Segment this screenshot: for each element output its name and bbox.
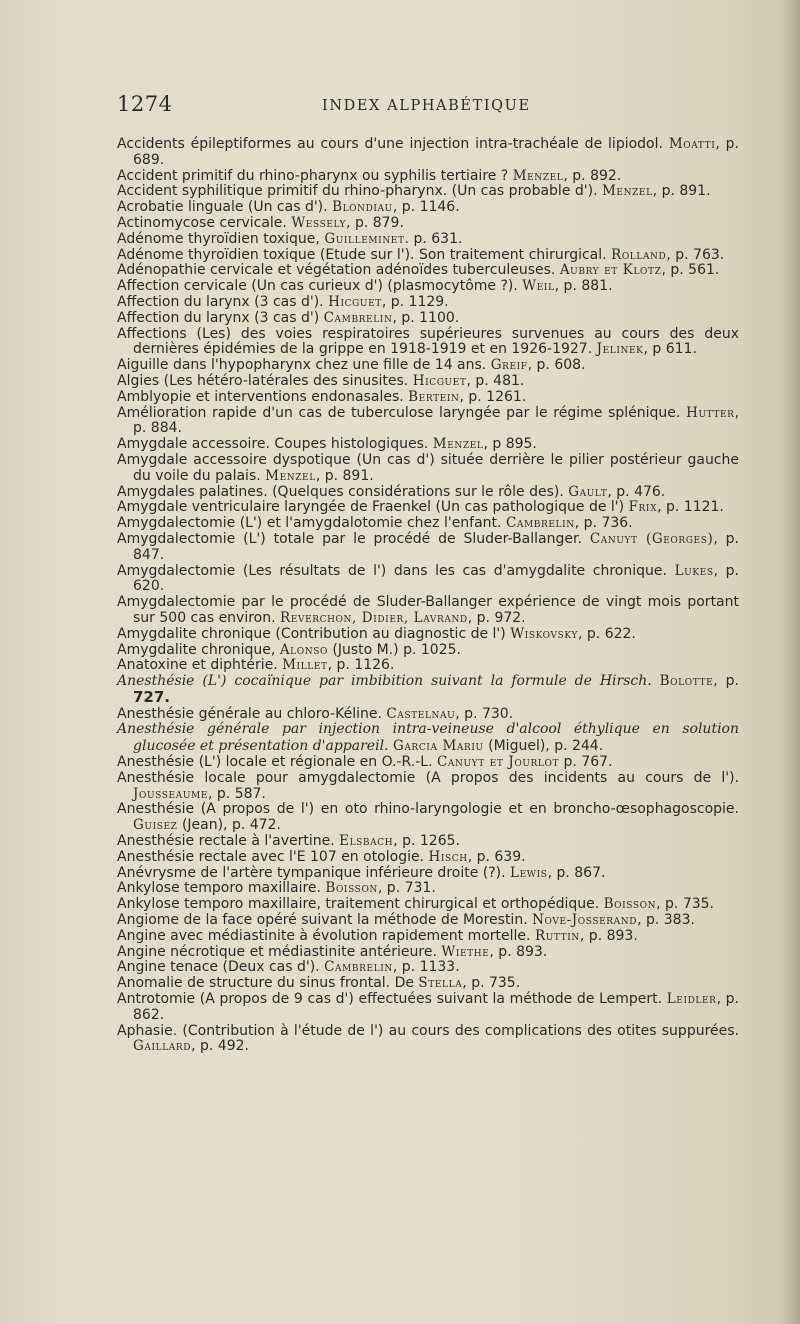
index-entry: Angiome de la face opéré suivant la méthode de Morestin. Nove-Josserand, p. 383.: [117, 912, 695, 929]
running-title: INDEX ALPHABÉTIQUE: [322, 98, 531, 114]
index-entry: Acrobatie linguale (Un cas d'). Blondiau, p. 1146.: [117, 199, 460, 216]
index-entry: Adénome thyroïdien toxique (Etude sur l'). Son traitement chirurgical. Rolland, p. 763.: [117, 246, 725, 263]
index-entry: Anesthésie (L') cocaïnique par imbibition suivant la formule de Hirsch. Bolotte, p. 727.: [117, 673, 739, 706]
index-entry: Anévrysme de l'artère tympanique inférieure droite (?). Lewis, p. 867.: [117, 864, 606, 881]
index-entry: Affection du larynx (3 cas d'). Hicguet, p. 1129.: [117, 293, 449, 310]
index-entry: Aphasie. (Contribution à l'étude de l') au cours des complications des otites suppurées. Gaillard, p. 492.: [117, 1022, 739, 1055]
index-entry: Anesthésie (L') locale et régionale en O.-R.-L. Canuyt et Jourlot p. 767.: [117, 754, 613, 771]
index-entry: Angine avec médiastinite à évolution rapidement mortelle. Ruttin, p. 893.: [117, 927, 638, 944]
index-entry: Amélioration rapide d'un cas de tuberculose laryngée par le régime splénique. Hutter, p. 884.: [117, 404, 740, 437]
index-entry: Amygdale accessoire. Coupes histologiques. Menzel, p 895.: [117, 436, 537, 453]
index-entry: Anesthésie rectale avec l'E 107 en otologie. Hisch, p. 639.: [117, 848, 526, 865]
index-entry: Amblyopie et interventions endonasales. Bertein, p. 1261.: [117, 388, 527, 405]
index-entry: Affections (Les) des voies respiratoires supérieures survenues au cours des deux dernières épidémies de la grippe en 1918-1919 et en 1926-1927. Jelinek, p 611.: [117, 325, 739, 358]
index-entry: Algies (Les hétéro-latérales des sinusites. Hicguet, p. 481.: [117, 372, 525, 389]
index-entry: Adénopathie cervicale et végétation adénoïdes tuberculeuses. Aubry et Klotz, p. 561.: [117, 262, 720, 279]
index-entry: Amygdale ventriculaire laryngée de Fraenkel (Un cas pathologique de l') Frix, p. 1121.: [117, 499, 724, 516]
index-entry: Anesthésie générale par injection intra-veineuse d'alcool éthylique en solution glucosée et présentation d'appareil. Garcia Mariu (Miguel), p. 244.: [117, 721, 739, 755]
page-number: 1274: [117, 92, 173, 116]
index-entry: Aiguille dans l'hypopharynx chez une fille de 14 ans. Greif, p. 608.: [117, 357, 586, 374]
index-entry: Antrotomie (A propos de 9 cas d') effectuées suivant la méthode de Lempert. Leidler, p. 862.: [117, 991, 739, 1023]
index-entry: Adénome thyroïdien toxique, Guilleminet. p. 631.: [117, 230, 463, 247]
index-entry: Amygdalectomie par le procédé de Sluder-Ballanger expérience de vingt mois portant sur 500 cas environ. Reverchon, Didier, Lavrand, p. 972.: [117, 594, 739, 626]
index-entry: Accident syphilitique primitif du rhino-pharynx. (Un cas probable d'). Menzel, p. 891.: [117, 183, 711, 200]
index-entry: Amygdales palatines. (Quelques considérations sur le rôle des). Gault, p. 476.: [117, 483, 666, 500]
index-entry: Affection cervicale (Un cas curieux d') (plasmocytôme ?). Weil, p. 881.: [117, 278, 613, 295]
page-edge-shadow: [782, 0, 800, 1324]
page-header: [117, 92, 737, 122]
index-entry: Amygdalectomie (L') totale par le procédé de Sluder-Ballanger. Canuyt (Georges), p. 847.: [117, 530, 740, 563]
index-entry: Angine nécrotique et médiastinite antérieure. Wiethe, p. 893.: [117, 943, 548, 960]
index-entry: Affection du larynx (3 cas d') Cambrelin, p. 1100.: [117, 309, 460, 326]
index-entry: Anomalie de structure du sinus frontal. De Stella, p. 735.: [117, 975, 521, 992]
index-entry: Ankylose temporo maxillaire. Boisson, p. 731.: [117, 880, 436, 897]
index-entry: Amygdalite chronique (Contribution au diagnostic de l') Wiskovsky, p. 622.: [117, 625, 636, 642]
index-entry: Actinomycose cervicale. Wessely, p. 879.: [117, 214, 404, 231]
index-entry: Amygdalectomie (L') et l'amygdalotomie chez l'enfant. Cambrelin, p. 736.: [117, 515, 633, 532]
index-entry: Amygdale accessoire dyspotique (Un cas d') située derrière le pilier postérieur gauche du voile du palais. Menzel, p. 891.: [117, 451, 739, 484]
index-entry: Ankylose temporo maxillaire, traitement chirurgical et orthopédique. Boisson, p. 735.: [117, 896, 714, 913]
index-entry: Accident primitif du rhino-pharynx ou syphilis tertiaire ? Menzel, p. 892.: [117, 167, 622, 184]
index-entry: Amygdalite chronique, Alonso (Justo M.) p. 1025.: [117, 641, 461, 658]
index-entry: Anesthésie rectale à l'avertine. Elsbach, p. 1265.: [117, 833, 460, 850]
index-entries: [117, 137, 739, 1055]
index-entry: Anesthésie locale pour amygdalectomie (A propos des incidents au cours de l'). Jousseaume, p. 587.: [117, 769, 739, 802]
index-entry: Anesthésie (A propos de l') en oto rhino-laryngologie et en broncho-œsophagoscopie. Guisez (Jean), p. 472.: [117, 801, 739, 834]
index-entry: Angine tenace (Deux cas d'). Cambrelin, p. 1133.: [117, 959, 460, 976]
index-entry: Anesthésie générale au chloro-Kéline. Castelnau, p. 730.: [117, 705, 514, 722]
index-entry: Accidents épileptiformes au cours d'une injection intra-trachéale de lipiodol. Moatti, p. 689.: [117, 136, 739, 168]
index-entry: Amygdalectomie (Les résultats de l') dans les cas d'amygdalite chronique. Lukes, p. 620.: [117, 562, 739, 595]
index-entry: Anatoxine et diphtérie. Millet, p. 1126.: [117, 657, 395, 674]
